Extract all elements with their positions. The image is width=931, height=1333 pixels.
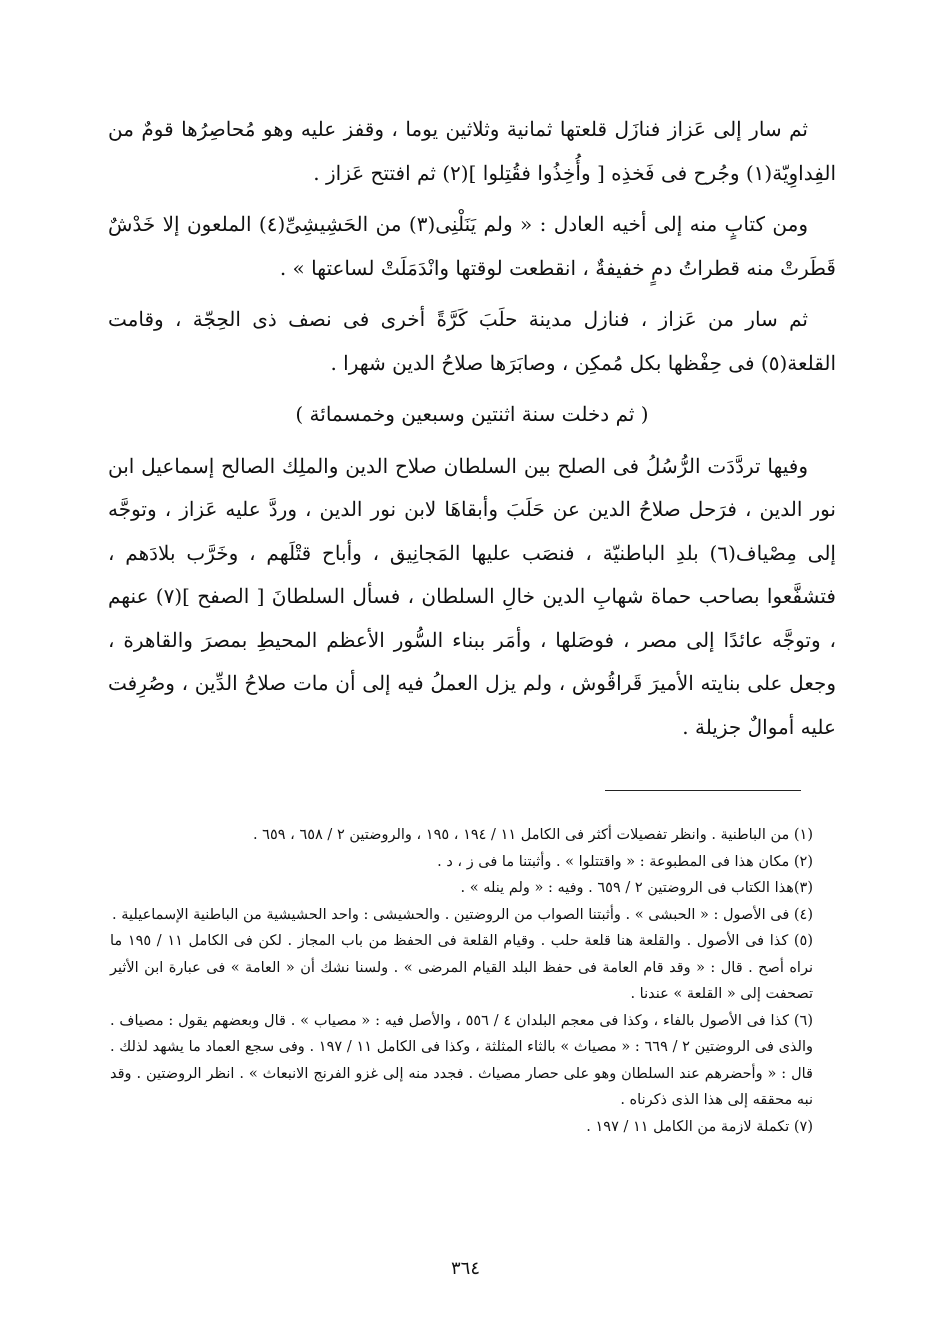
footnote-6: (٦) كذا فى الأصول بالفاء ، وكذا فى معجم البلدان ٤ / ٥٥٦ ، والأصل فيه : « مصياب » . قال وبعضهم يقول : مصياف . والذى فى الروضتين ٢ / ٦٦٩ : « مصياث » بالثاء المثلثة ، وكذا فى الكامل ١١ / ١٩٧ . وفى سجع العماد ما يشهد لذلك . قال : « وأحضرهم عند السلطان وهو على حصار مصياث . فجدد منه إلى غزو الفرنج الانبعاث » . انظر الروضتين . وقد نبه محققه إلى هذا الذى ذكرناه .	[110, 1012, 813, 1108]
footnote-3: (٣)هذا الكتاب فى الروضتين ٢ / ٦٥٩ . وفيه : « ولم ينله » .	[460, 880, 813, 896]
footnotes	[110, 822, 813, 1140]
year-heading: ( ثم دخلت سنة اثنتين وسبعين وخمسمائة )	[295, 402, 649, 426]
footnote-1: (١) من الباطنية . وانظر تفصيلات أكثر فى الكامل ١١ / ١٩٤ ، ١٩٥ ، والروضتين ٢ / ٦٥٨ ، ٦٥٩ .	[252, 827, 813, 843]
footnote-7: (٧) تكملة لازمة من الكامل ١١ / ١٩٧ .	[586, 1118, 813, 1135]
footnote-4: (٤) فى الأصول : « الحبشى » . وأثبتنا الصواب من الروضتين . والحشيشى : واحد الحشيشية من الباطنية الإسماعيلية .	[112, 906, 813, 923]
paragraph-4: وفيها تردَّدَت الرُّسُلُ فى الصلح بين السلطان صلاح الدين والملِك الصالح إسماعيل ابن نور الدين ، فرَحل صلاحُ الدين عن حَلَبَ وأبقاهَا لابن نور الدين ، وردَّ عليه عَزاز ، وتوجَّه إلى مِصْياف(٦) بلدِ الباطنيّة ، فنصَب عليها المَجانِيق ، وأباح قتْلَهم ، وخَرَّب بلادَهم ، فتشفَّعوا بصاحب حماة شهابِ الدين خالِ السلطان ، فسأل السلطانَ [ الصفح ](٧) عنهم ، وتوجَّه عائدًا إلى مصر ، فوصَلها ، وأمَر ببناء السُّور الأعظم المحيطِ بمصرَ والقاهرة ، وجعل على بنايته الأميرَ قَراقُوش ، ولم يزل العملُ فيه إلى أن مات صلاحُ الدِّين ، وصُرِفت عليه أموالٌ جزيلة .	[108, 453, 836, 739]
main-text	[108, 108, 836, 749]
paragraph-3: ثم سار من عَزاز ، فنازل مدينة حلَبَ كَرَّةً أخرى فى نصف ذى الحِجّة ، وقامت القلعة(٥) فى حِفْظها بكل مُمكِن ، وصابَرَها صلاحُ الدين شهرا .	[108, 307, 836, 375]
footnote-5: (٥) كذا فى الأصول . والقلعة هنا قلعة حلب . وقيام القلعة فى الحفظ من باب المجاز . لكن فى الكامل ١١ / ١٩٥ ما نراه أصح . قال : « وقد قام العامة فى حفظ البلد القيام المرضى » . ولسنا نشك أن « العامة » فى عبارة ابن الأثير تصحفت إلى « القلعة » عندنا .	[110, 933, 813, 1002]
paragraph-1: ثم سار إلى عَزاز فنازَل قلعتها ثمانية وثلاثين يوما ، وقفز عليه وهو مُحاصِرُها قومٌ من الفِداوِيّة(١) وجُرح فى فَخذِه [ وأُخِذُوا فقُتِلوا ](٢) ثم افتتح عَزاز .	[108, 117, 836, 185]
footnote-2: (٢) مكان هذا فى المطبوعة : « واقتتلوا » . وأثبتنا ما فى ز ، د .	[437, 853, 813, 870]
paragraph-2: ومن كتابٍ منه إلى أخيه العادل : « ولم يَنَلْنِى(٣) من الحَشِيشِىِّ(٤) الملعون إلا خَدْشٌ قَطَرتْ منه قطراتُ دمٍ خفيفةٌ ، انقطعت لوقتها وانْدَمَلَتْ لساعتها » .	[108, 212, 836, 280]
footnote-separator	[605, 790, 801, 791]
page-number: ٣٦٤	[450, 1258, 480, 1279]
